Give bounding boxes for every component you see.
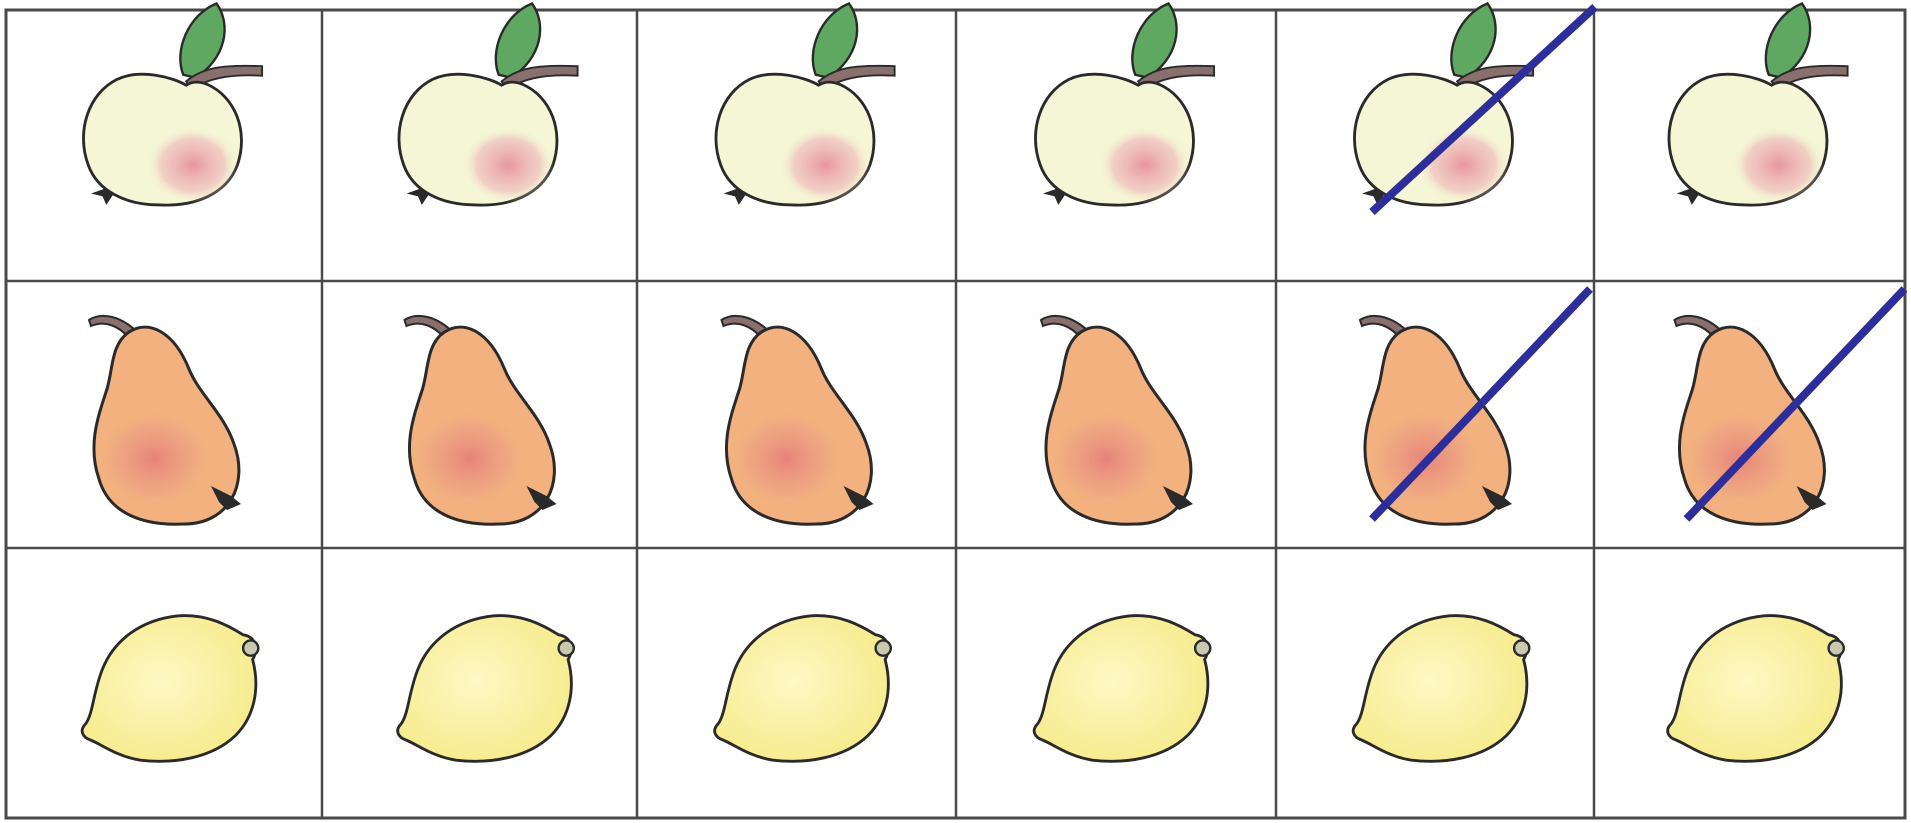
grid-cell-apple-5[interactable] <box>1354 3 1595 212</box>
lemon-body <box>715 616 889 762</box>
lemon-tip <box>1829 641 1844 656</box>
apple-icon <box>1035 3 1214 205</box>
lemon-body <box>398 616 572 762</box>
grid-cell-apple-6[interactable] <box>1669 3 1848 205</box>
apple-blush <box>463 127 554 203</box>
grid-cell-lemon-2[interactable] <box>398 616 574 762</box>
apple-blush <box>147 127 238 203</box>
apple-blush <box>1099 127 1190 203</box>
apple-blush <box>780 127 871 203</box>
apple-blush <box>1418 127 1509 203</box>
pear-icon <box>722 316 874 524</box>
grid-cell-pear-1[interactable] <box>89 316 241 524</box>
pear-blush <box>1051 411 1161 507</box>
grid-cell-lemon-6[interactable] <box>1668 616 1844 762</box>
lemon-icon <box>1353 616 1529 762</box>
pear-icon <box>1041 316 1193 524</box>
apple-leaf <box>1766 3 1810 77</box>
apple-leaf <box>1132 3 1176 77</box>
grid-cell-apple-1[interactable] <box>83 3 262 205</box>
lemon-body <box>1668 616 1842 762</box>
pear-icon <box>1675 316 1827 524</box>
lemon-icon <box>82 616 258 762</box>
grid-cell-lemon-1[interactable] <box>82 616 258 762</box>
pear-blush <box>415 411 525 507</box>
apple-icon <box>399 3 578 205</box>
apple-icon <box>716 3 895 205</box>
apple-leaf <box>813 3 857 77</box>
apple-icon <box>1669 3 1848 205</box>
grid-cell-apple-3[interactable] <box>716 3 895 205</box>
lemon-icon <box>1034 616 1210 762</box>
grid-cells <box>82 3 1904 761</box>
lemon-tip <box>559 641 574 656</box>
grid-cell-lemon-4[interactable] <box>1034 616 1210 762</box>
lemon-tip <box>1195 641 1210 656</box>
grid-cell-pear-5[interactable] <box>1360 289 1590 524</box>
lemon-tip <box>243 641 258 656</box>
pear-icon <box>1360 316 1512 524</box>
grid-cell-pear-6[interactable] <box>1675 289 1905 524</box>
apple-leaf <box>496 3 540 77</box>
apple-icon <box>83 3 262 205</box>
pear-blush <box>732 411 842 507</box>
grid-cell-lemon-3[interactable] <box>715 616 891 762</box>
lemon-body <box>1353 616 1527 762</box>
grid-cell-pear-2[interactable] <box>405 316 557 524</box>
grid-cell-apple-2[interactable] <box>399 3 578 205</box>
grid-lines <box>6 10 1905 818</box>
grid-cell-pear-3[interactable] <box>722 316 874 524</box>
apple-icon <box>1354 3 1533 205</box>
lemon-icon <box>715 616 891 762</box>
grid-cell-lemon-5[interactable] <box>1353 616 1529 762</box>
lemon-tip <box>876 641 891 656</box>
lemon-body <box>1034 616 1208 762</box>
pear-icon <box>405 316 557 524</box>
lemon-icon <box>1668 616 1844 762</box>
apple-leaf <box>1451 3 1495 77</box>
apple-leaf <box>180 3 224 77</box>
grid-cell-pear-4[interactable] <box>1041 316 1193 524</box>
pear-blush <box>99 411 209 507</box>
lemon-body <box>82 616 256 762</box>
pear-icon <box>89 316 241 524</box>
lemon-icon <box>398 616 574 762</box>
grid-cell-apple-4[interactable] <box>1035 3 1214 205</box>
apple-blush <box>1733 127 1824 203</box>
lemon-tip <box>1514 641 1529 656</box>
